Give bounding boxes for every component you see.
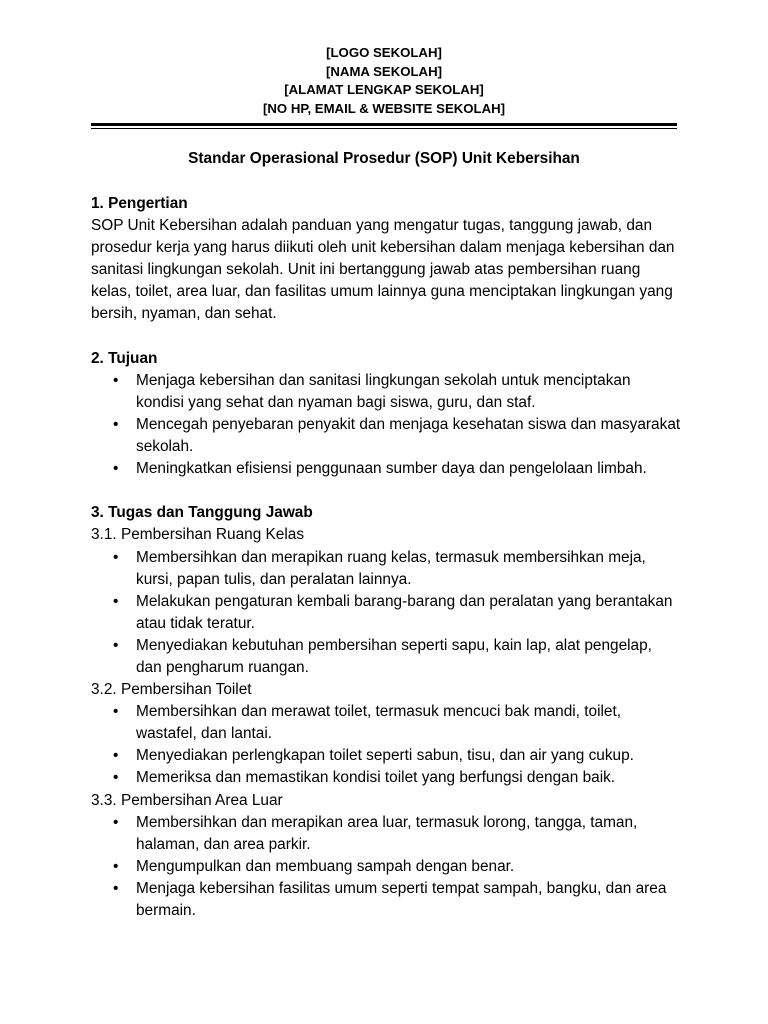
section-heading-tujuan: 2. Tujuan — [91, 349, 158, 367]
list-item: • Membersihkan dan merapikan ruang kelas, termasuk membersihkan meja, kursi, papan tulis, dan peralatan lainnya. — [113, 548, 646, 588]
spacer — [91, 326, 681, 348]
ruang-kelas-list — [91, 547, 681, 680]
section-heading-pengertian: 1. Pengertian — [91, 195, 188, 212]
letterhead-address: [ALAMAT LENGKAP SEKOLAH] — [284, 82, 484, 98]
bullet-icon: • — [113, 879, 119, 897]
bullet-icon: • — [113, 371, 119, 389]
bullet-icon: • — [113, 747, 119, 765]
bullet-icon: • — [113, 636, 119, 654]
tujuan-list — [91, 370, 681, 480]
letterhead — [91, 44, 677, 118]
list-item: • Membersihkan dan merapikan area luar, termasuk lorong, tangga, taman, halaman, dan area parkir. — [113, 813, 638, 853]
subsection-heading-area-luar: 3.3. Pembersihan Area Luar — [91, 791, 283, 809]
letterhead-logo: [LOGO SEKOLAH] — [326, 45, 442, 60]
subsection-heading-ruang-kelas: 3.1. Pembersihan Ruang Kelas — [91, 526, 305, 544]
letterhead-divider-thin — [91, 128, 677, 129]
bullet-icon: • — [113, 460, 119, 478]
bullet-icon: • — [113, 857, 119, 875]
toilet-list — [91, 701, 681, 789]
list-item: • Menyediakan perlengkapan toilet seperti sabun, tisu, dan air yang cukup. — [91, 745, 681, 767]
list-item: • Mencegah penyebaran penyakit dan menjaga kesehatan siswa dan masyarakat sekolah. — [113, 415, 681, 456]
list-item: • Mengumpulkan dan membuang sampah dengan benar. — [91, 856, 681, 878]
letterhead-name: [NAMA SEKOLAH] — [326, 63, 442, 79]
list-item: • Menjaga kebersihan fasilitas umum seperti tempat sampah, bangku, dan area bermain. — [113, 879, 667, 919]
list-item: • Meningkatkan efisiensi penggunaan sumber daya dan pengelolaan limbah. — [91, 458, 681, 480]
bullet-icon: • — [113, 415, 119, 433]
bullet-icon: • — [113, 703, 119, 721]
list-item: • Memeriksa dan memastikan kondisi toilet yang berfungsi dengan baik. — [91, 767, 681, 789]
list-item: • Menyediakan kebutuhan pembersihan seperti sapu, kain lap, alat pengelap, dan pengharum ruangan. — [113, 636, 652, 676]
list-item: • Menjaga kebersihan dan sanitasi lingkungan sekolah untuk menciptakan kondisi yang sehat dan nyaman bagi siswa, guru, dan staf. — [113, 371, 631, 411]
letterhead-contact: [NO HP, EMAIL & WEBSITE SEKOLAH] — [262, 100, 506, 116]
section-heading-tugas: 3. Tugas dan Tanggung Jawab — [91, 504, 313, 522]
spacer — [91, 480, 681, 502]
bullet-icon: • — [113, 813, 119, 831]
document-title: Standar Operasional Prosedur (SOP) Unit Kebersihan — [188, 150, 580, 167]
list-item: • Melakukan pengaturan kembali barang-barang dan peralatan yang berantakan atau tidak teratur. — [113, 592, 673, 632]
bullet-icon: • — [113, 592, 119, 610]
bullet-icon: • — [113, 769, 119, 787]
document-body — [91, 193, 681, 922]
area-luar-list — [91, 812, 681, 922]
letterhead-divider-thick — [91, 123, 677, 126]
subsection-heading-toilet: 3.2. Pembersihan Toilet — [91, 681, 252, 699]
section-paragraph-pengertian: SOP Unit Kebersihan adalah panduan yang mengatur tugas, tanggung jawab, dan prosedur kerja yang harus diikuti oleh unit kebersihan dalam menjaga kebersihan dan sanitasi lingkungan sekolah. Unit ini bertanggung jawab atas pembersihan ruang kelas, toilet, area luar, dan fasilitas umum lainnya guna menciptakan lingkungan yang bersih, nyaman, dan sehat. — [91, 217, 675, 323]
bullet-icon: • — [113, 548, 119, 566]
list-item: • Membersihkan dan merawat toilet, termasuk mencuci bak mandi, toilet, wastafel, dan lantai. — [113, 703, 622, 743]
